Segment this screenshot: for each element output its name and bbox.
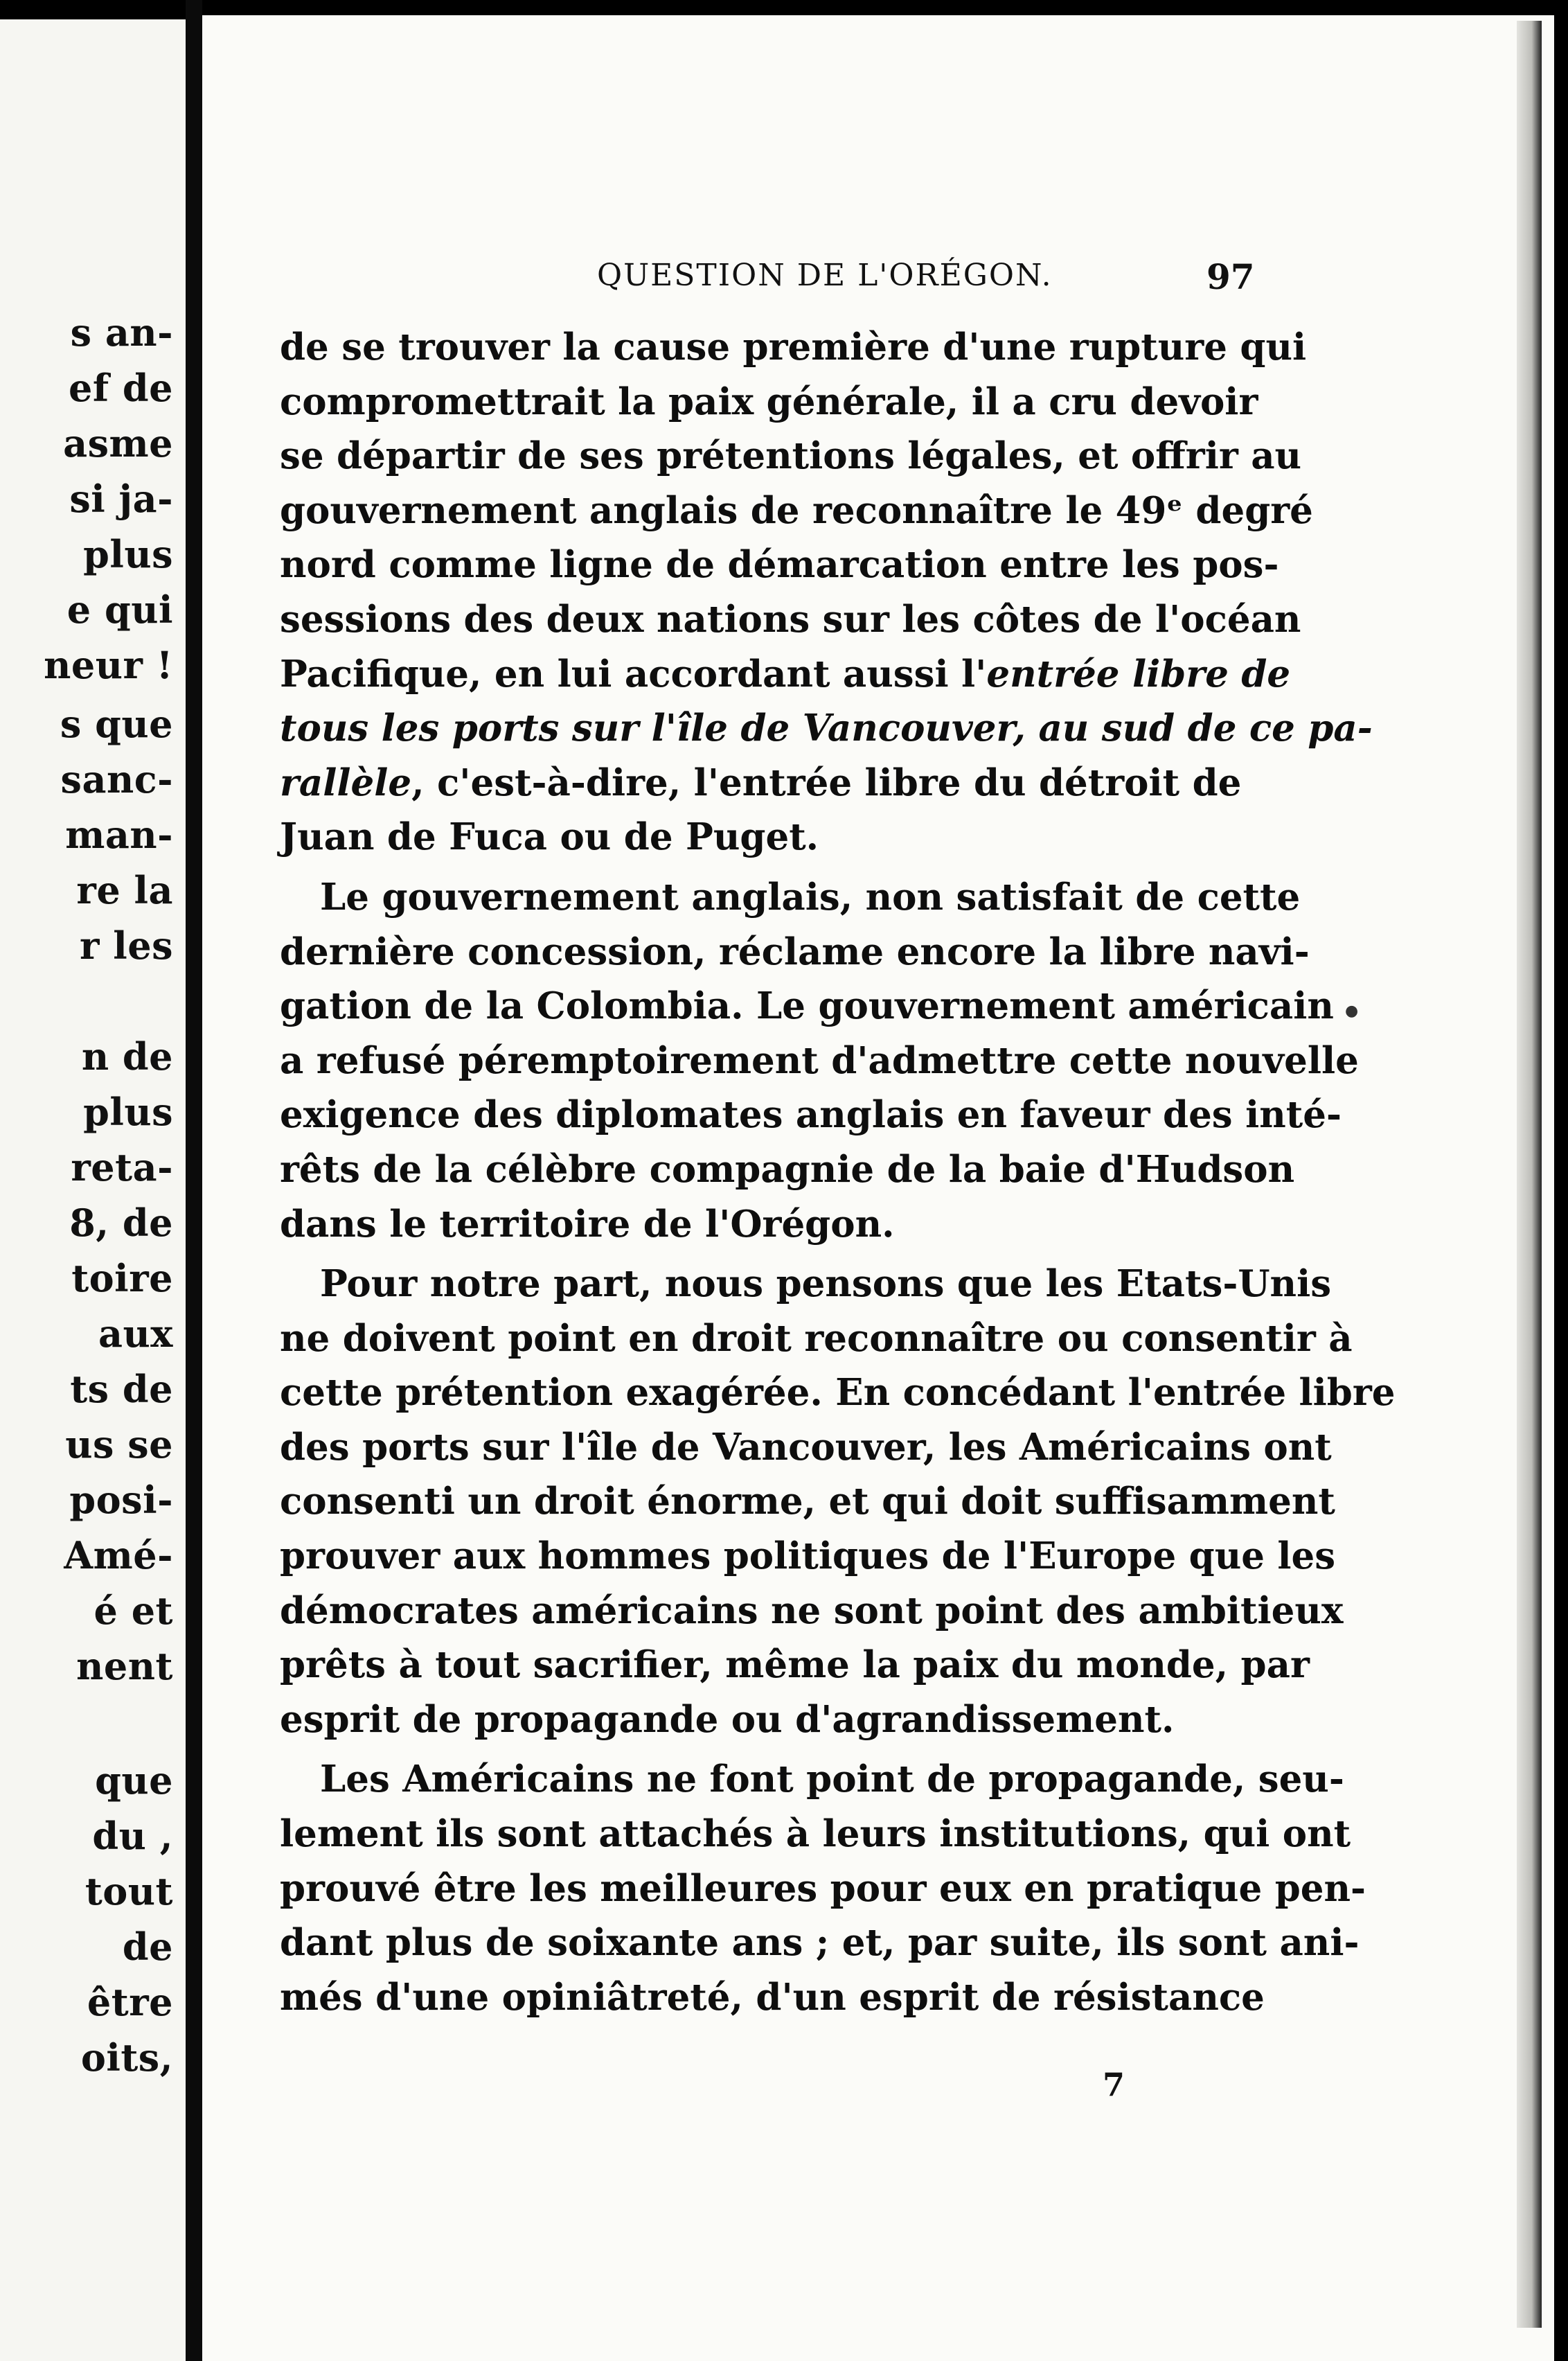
left-fragment-line: que	[95, 1758, 173, 1803]
running-title: QUESTION DE L'ORÉGON.	[597, 258, 1053, 293]
left-fragment-line: ts de	[70, 1367, 173, 1411]
ink-speck-icon: ●	[1345, 1002, 1359, 1020]
text-line: prouvé être les meilleures pour eux en pratique pen-	[280, 1866, 1366, 1910]
left-fragment-line: toire	[71, 1256, 173, 1300]
running-head	[202, 258, 1554, 306]
text-line: dant plus de soixante ans ; et, par suite, ils sont ani-	[280, 1921, 1360, 1965]
left-fragment-line: tout	[84, 1869, 173, 1913]
text-line: ne doivent point en droit reconnaître ou consentir à	[280, 1316, 1353, 1360]
text-line: compromettrait la paix générale, il a cru devoir	[280, 380, 1258, 423]
left-fragment-line: ef de	[69, 366, 173, 410]
text-line: consenti un droit énorme, et qui doit suffisamment	[280, 1480, 1335, 1523]
left-fragment-line: s an-	[70, 310, 173, 355]
left-fragment-line: 8, de	[69, 1201, 173, 1245]
left-fragment-line: n de	[81, 1034, 173, 1079]
italic-line: tous les ports sur l'île de Vancouver, au sud de ce pa-	[280, 707, 1373, 750]
signature-mark: 7	[1103, 2066, 1125, 2103]
left-fragment-line: de	[122, 1925, 173, 1969]
text-line: exigence des diplomates anglais en faveur des inté-	[280, 1093, 1342, 1137]
left-fragment-line: asme	[63, 421, 173, 466]
left-page-fragment	[0, 19, 186, 2361]
left-fragment-line: du ,	[92, 1814, 173, 1858]
left-fragment-line: é et	[93, 1589, 173, 1633]
text-line: sessions des deux nations sur les côtes de l'océan	[280, 597, 1301, 641]
left-fragment-line: oits,	[80, 2035, 173, 2080]
left-fragment-line: plus	[83, 1090, 173, 1134]
left-fragment-line: être	[87, 1980, 173, 2024]
left-fragment-line: neur !	[44, 643, 173, 687]
text-run: Pacifique, en lui accordant aussi l'	[280, 652, 987, 696]
text-line: Pour notre part, nous pensons que les Etats-Unis	[320, 1262, 1332, 1306]
text-line: démocrates américains ne sont point des ambitieux	[280, 1589, 1344, 1632]
left-fragment-line: Amé-	[64, 1533, 173, 1577]
text-line: gation de la Colombia. Le gouvernement américain	[280, 984, 1334, 1028]
text-line: dans le territoire de l'Orégon.	[280, 1202, 895, 1246]
left-fragment-line: si ja-	[69, 477, 173, 521]
text-line: Juan de Fuca ou de Puget.	[280, 815, 819, 859]
left-fragment-line: re la	[76, 868, 173, 912]
left-fragment-line: r les	[79, 923, 173, 968]
left-fragment-line: aux	[98, 1311, 173, 1356]
left-fragment-line: s que	[60, 702, 173, 746]
text-line	[280, 647, 1291, 702]
book-page	[202, 15, 1554, 2361]
text-line: a refusé péremptoirement d'admettre cette nouvelle	[280, 1038, 1359, 1082]
left-fragment-line: reta-	[71, 1145, 173, 1190]
text-line: lement ils sont attachés à leurs institutions, qui ont	[280, 1812, 1351, 1856]
text-line: gouvernement anglais de reconnaître le 49ᵉ degré	[280, 488, 1313, 532]
left-fragment-line: nent	[76, 1644, 173, 1688]
text-line: dernière concession, réclame encore la libre navi-	[280, 930, 1310, 973]
left-fragment-line: us se	[65, 1422, 173, 1467]
text-line: de se trouver la cause première d'une rupture qui	[280, 326, 1307, 369]
text-line: cette prétention exagérée. En concédant l'entrée libre	[280, 1371, 1396, 1415]
page-edge-shadow	[1517, 21, 1542, 2328]
left-fragment-line: e qui	[66, 587, 173, 632]
left-fragment-line: sanc-	[60, 757, 173, 802]
text-line: Le gouvernement anglais, non satisfait de cette	[320, 875, 1301, 919]
italic-run: rallèle	[280, 761, 412, 804]
text-line: Les Américains ne font point de propagande, seu-	[320, 1758, 1344, 1801]
text-line: des ports sur l'île de Vancouver, les Américains ont	[280, 1425, 1332, 1469]
page-text	[280, 320, 1396, 2024]
text-line: prêts à tout sacrifier, même la paix du monde, par	[280, 1643, 1310, 1687]
left-fragment-line: posi-	[69, 1478, 173, 1522]
page-number: 97	[1206, 256, 1255, 297]
left-fragment-line: man-	[65, 813, 173, 857]
text-line: prouver aux hommes politiques de l'Europe que les	[280, 1535, 1336, 1578]
text-line: nord comme ligne de démarcation entre les pos-	[280, 543, 1279, 587]
book-gutter	[186, 0, 202, 2361]
text-line: més d'une opiniâtreté, d'un esprit de résistance	[280, 1975, 1265, 2019]
text-line: esprit de propagande ou d'agrandissement.	[280, 1697, 1175, 1741]
text-line: rêts de la célèbre compagnie de la baie d'Hudson	[280, 1147, 1295, 1191]
text-line: se départir de ses prétentions légales, et offrir au	[280, 434, 1302, 478]
text-run: , c'est-à-dire, l'entrée libre du détroit de	[411, 761, 1242, 804]
left-fragment-line: plus	[83, 532, 173, 576]
italic-run: entrée libre de	[986, 652, 1291, 696]
text-line	[280, 756, 1242, 811]
